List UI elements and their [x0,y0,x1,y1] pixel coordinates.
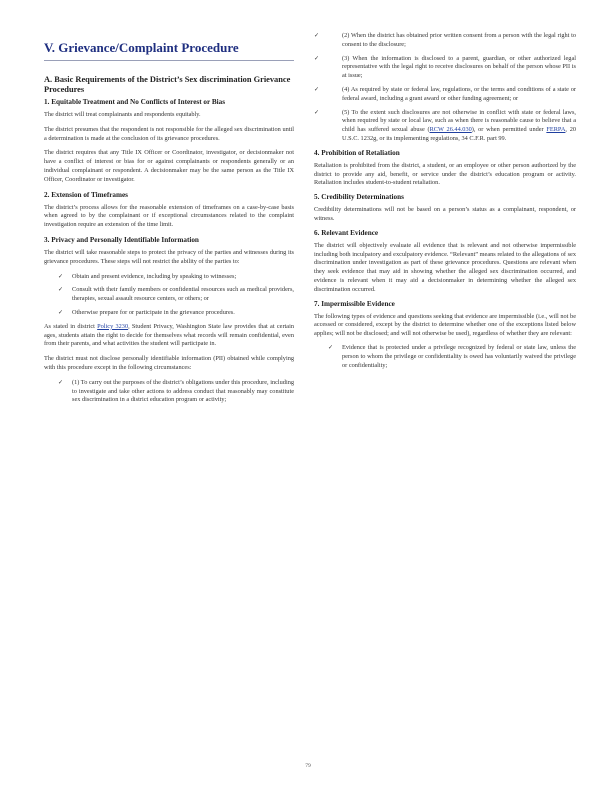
page-number: 79 [305,763,311,769]
bullet-icon: ✓ [314,33,320,39]
list-item: ✓ Evidence that is protected under a privilege recognized by federal or state law, unless the person to whom the privilege or confidentiality is owed has voluntarily waived the privilege or confidentiality; [328,343,576,369]
extension-heading: 2. Extension of Timeframes [44,190,128,199]
relevant-evidence-paragraph: The district will objectively evaluate all evidence that is relevant and not otherwise impermissible including both inculpatory and exculpatory evidence. “Relevant” means related to the allegations of sex discrimination under investigation as part of these grievance procedures. Questions are relevant when they seek evidence that may aid in showing whether the alleged sex discrimination occurred, and evidence is relevant when it may aid a decisionmaker in determining whether the alleged sex discrimination occurred. [314,241,576,293]
left-column [44,32,294,410]
equitable-paragraph-1: The district will treat complainants and respondents equitably. [44,111,201,118]
section-a-heading: A. Basic Requirements of the District’s Sex discrimination Grievance Procedures [44,75,291,94]
rcw-link[interactable]: RCW 26.44.030 [429,126,472,134]
credibility-heading: 5. Credibility Determinations [314,193,404,202]
pii-paragraph: The district must not disclose personally identifiable information (PII) obtained while complying with this procedure except in the following circumstances: [44,355,294,371]
privacy-paragraph: The district will take reasonable steps to protect the privacy of the parties and witnesses during its grievance procedures. These steps will not restrict the ability of the parties to: [44,248,294,265]
list-item: ✓ Consult with their family members or confidential resources such as medical providers, therapies, sexual assault resource centers, or others; or [58,286,294,303]
retaliation-heading: 4. Prohibition of Retaliation [314,148,400,157]
page-title: V. Grievance/Complaint Procedure [44,40,294,61]
bullet-icon: ✓ [58,287,64,294]
equitable-paragraph-3: The district requires that any Title IX Officer or Coordinator, investigator, or decisionmaker not have a conflict of interest or bias for or against complainants or respondents generally or an individual complainant or respondent. A decisionmaker may be the same person as the Title IX Officer, Coordinator or investigator. [44,149,294,183]
right-column [314,32,576,375]
impermissible-evidence-paragraph: The following types of evidence and questions seeking that evidence are impermissible (i.e., will not be accessed or considered, except by the district to determine whether one of the exceptions listed below applies; will not be disclosed; and will not otherwise be used), regardless of whether they are relevant: [314,312,576,338]
list-item: ✓ (1) To carry out the purposes of the district’s obligations under this procedure, including to investigate and take other actions to address conduct that reasonably may constitute sex discrimination in a district education program or activity; [58,378,294,404]
list-item: ✓ (4) As required by state or federal law, regulations, or the terms and conditions of a state or federal award, including a grant award or other funding agreement; or [314,85,576,102]
retaliation-paragraph: Retaliation is prohibited from the district, a student, or an employee or other person authorized by the district to provide any aid, benefit, or service under the district’s education program or activity. Retaliation includes student-to-student retaliation. [314,161,576,187]
relevant-evidence-heading: 6. Relevant Evidence [314,228,379,237]
bullet-icon: ✓ [58,379,64,386]
equitable-treatment-heading: 1. Equitable Treatment and No Conflicts of Interest or Bias [44,98,226,106]
extension-paragraph: The district’s process allows for the reasonable extension of timeframes on a case-by-case basis when agreed to by the complainant or if exceptional circumstances related to the complaint investigation require an extension of the time limit. [44,203,294,229]
list-item: ✓ Otherwise prepare for or participate in the grievance procedures. [58,308,235,316]
pii-bullet-list [44,379,294,405]
impermissible-bullet-list [314,344,576,370]
bullet-icon: ✓ [58,273,64,280]
equitable-paragraph-2: The district presumes that the respondent is not responsible for the alleged sex discrimination until a determination is made at the conclusion of its grievance procedures. [44,125,294,142]
credibility-paragraph: Credibility determinations will not be based on a person’s status as a complainant, respondent, or witness. [314,206,576,222]
policy-paragraph: As stated in district Policy 3230, Student Privacy, Washington State law provides that at certain ages, students attain the right to decide for themselves what records will remain confidential, even from their parents, and what activities the student will participate in. [44,322,294,348]
bullet-icon: ✓ [58,309,64,316]
bullet-icon: ✓ [328,344,334,351]
impermissible-evidence-heading: 7. Impermissible Evidence [314,299,395,308]
list-item: ✓ (2) When the district has obtained prior written consent from a person with the legal right to consent to the disclosure; [314,32,576,48]
list-item: ✓ Obtain and present evidence, including by speaking to witnesses; [58,272,237,280]
pii-bullet-list-continued [314,32,576,144]
bullet-icon: ✓ [314,109,320,116]
list-item: ✓ (5) To the extent such disclosures are not otherwise in conflict with state or federal laws, when required by state or local law, such as when there is reasonable cause to believe that a child has suffered sexual abuse (RCW 26.44.030), or when permitted under FERPA, 20 U.S.C. 1232g, or its implementing regulations, 34 C.F.R. part 99. [314,108,576,142]
bullet-icon: ✓ [314,86,320,93]
list-item: ✓ (3) When the information is disclosed to a parent, guardian, or other authorized legal representative with the legal right to receive disclosures on behalf of the person whose PII is at issue; [314,54,576,80]
bullet-icon: ✓ [314,55,320,62]
ferpa-link[interactable]: FERPA [546,126,566,134]
privacy-bullet-list [44,273,294,318]
policy-3230-link[interactable]: Policy 3230 [97,322,129,330]
privacy-heading: 3. Privacy and Personally Identifiable Information [44,235,199,244]
